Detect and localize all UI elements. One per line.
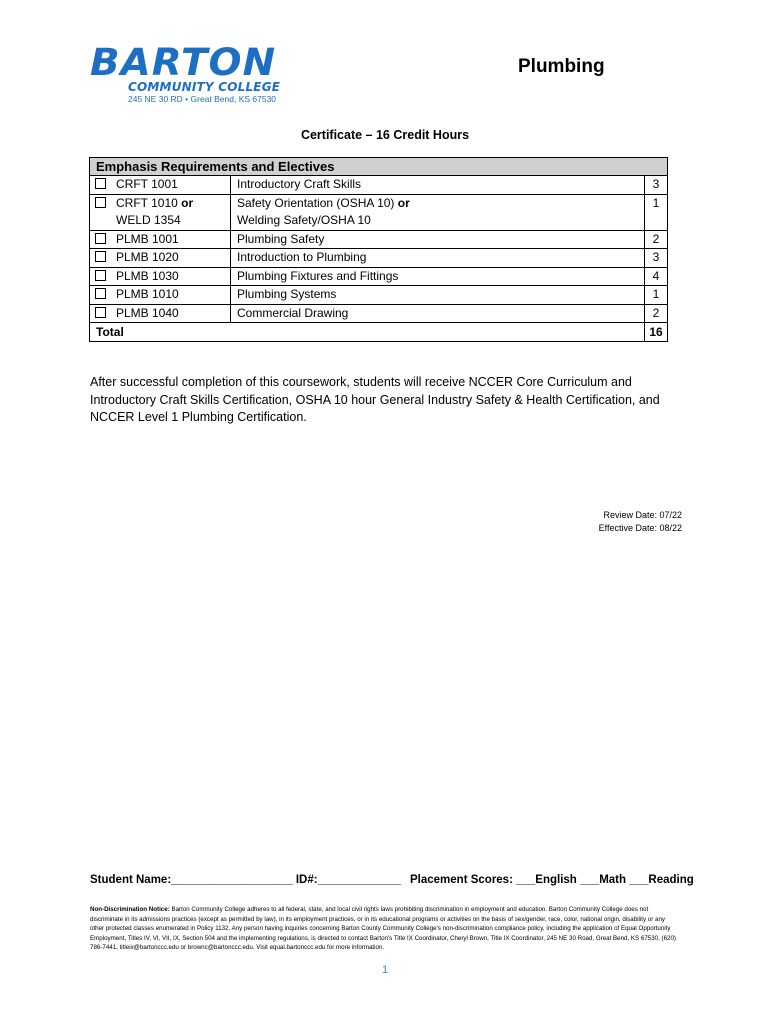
course-code	[110, 194, 231, 230]
table-heading: Emphasis Requirements and Electives	[90, 158, 668, 176]
table-row	[90, 304, 668, 323]
checkbox-cell	[90, 304, 111, 323]
course-code: CRFT 1001	[110, 176, 231, 195]
checkbox[interactable]	[95, 233, 106, 244]
completion-paragraph: After successful completion of this coursework, students will receive NCCER Core Curriculum and Introductory Craft Skills Certification, OSHA 10 hour General Industry Safety & Health Certification, and NCCER Level 1 Plumbing Certification.	[90, 375, 660, 424]
page-title: Plumbing	[518, 56, 605, 77]
table-row	[90, 267, 668, 286]
page-number: 1	[381, 964, 389, 976]
course-credits: 3	[645, 176, 668, 195]
checkbox-cell	[90, 286, 111, 305]
logo-subtitle: COMMUNITY COLLEGE	[128, 80, 281, 94]
course-credits: 1	[645, 286, 668, 305]
total-value: 16	[645, 323, 668, 342]
checkbox[interactable]	[95, 197, 106, 208]
table-row	[90, 230, 668, 249]
certificate-subtitle: Certificate – 16 Credit Hours	[300, 128, 470, 142]
course-code: PLMB 1010	[110, 286, 231, 305]
table-row	[90, 176, 668, 195]
notice-label: Non-Discrimination Notice:	[90, 906, 170, 913]
or-connector: or	[181, 195, 194, 210]
course-credits: 2	[645, 304, 668, 323]
requirements-table	[89, 157, 668, 342]
checkbox-cell	[90, 267, 111, 286]
course-credits: 2	[645, 230, 668, 249]
checkbox-cell	[90, 249, 111, 268]
course-title: Plumbing Systems	[231, 286, 645, 305]
table-row	[90, 286, 668, 305]
course-code: PLMB 1040	[110, 304, 231, 323]
course-code-alternate: WELD 1354	[116, 213, 181, 227]
checkbox[interactable]	[95, 288, 106, 299]
course-credits: 3	[645, 249, 668, 268]
course-title-alternate: Welding Safety/OSHA 10	[237, 213, 371, 227]
course-code-primary: CRFT 1010	[116, 195, 178, 210]
table-row	[90, 249, 668, 268]
logo-wordmark: BARTON	[90, 41, 277, 84]
or-connector: or	[397, 195, 410, 210]
course-title	[231, 194, 645, 230]
dates-block	[599, 509, 682, 535]
logo-address: 245 NE 30 RD • Great Bend, KS 67530	[128, 94, 277, 104]
course-code: PLMB 1030	[110, 267, 231, 286]
non-discrimination-notice	[90, 905, 680, 953]
course-code: PLMB 1020	[110, 249, 231, 268]
course-title: Plumbing Fixtures and Fittings	[231, 267, 645, 286]
course-title: Commercial Drawing	[231, 304, 645, 323]
checkbox[interactable]	[95, 270, 106, 281]
course-code: PLMB 1001	[110, 230, 231, 249]
table-heading-row	[90, 158, 668, 176]
review-date: Review Date: 07/22	[603, 510, 682, 520]
checkbox[interactable]	[95, 307, 106, 318]
placement-scores: Placement Scores: ___English ___Math ___Reading	[410, 874, 694, 886]
total-label: Total	[90, 323, 645, 342]
course-title: Introduction to Plumbing	[231, 249, 645, 268]
checkbox[interactable]	[95, 178, 106, 189]
student-info-line	[90, 874, 694, 886]
college-logo	[90, 41, 305, 104]
course-credits: 1	[645, 194, 668, 230]
course-title: Introductory Craft Skills	[231, 176, 645, 195]
notice-text: Barton Community College adheres to all federal, state, and local civil rights laws prohibiting discrimination in employment and education. Barton Community College does not discriminate in its admissions practices (except as permitted by law), in its employment practices, or in its educational programs or activities on the basis of sex/gender, race, color, national origin, disability or any other protected classes enumerated in Policy 1132. Any person having inquiries concerning Barton County Community College's non-discrimination compliance policy, including the application of Equal Opportunity Employment, Titles IV, VI, VII, IX, Section 504 and the implementing regulations, is directed to contact Barton's Title IX Coordinator, Cheryl Brown, Title IX Coordinator, 245 NE 30 Road, Great Bend, KS 67530, (620) 786-7441, titleix@bartonccc.edu or brownc@bartonccc.edu. Visit equal.bartonccc.edu for more information.	[90, 906, 676, 951]
effective-date: Effective Date: 08/22	[598, 523, 682, 533]
course-title: Plumbing Safety	[231, 230, 645, 249]
checkbox[interactable]	[95, 251, 106, 262]
checkbox-cell	[90, 176, 111, 195]
checkbox-cell	[90, 194, 111, 230]
total-row	[90, 323, 668, 342]
course-title-primary: Safety Orientation (OSHA 10)	[237, 195, 395, 210]
course-credits: 4	[645, 267, 668, 286]
student-name-id: Student Name:___________________ ID#:_____________	[90, 874, 401, 886]
checkbox-cell	[90, 230, 111, 249]
